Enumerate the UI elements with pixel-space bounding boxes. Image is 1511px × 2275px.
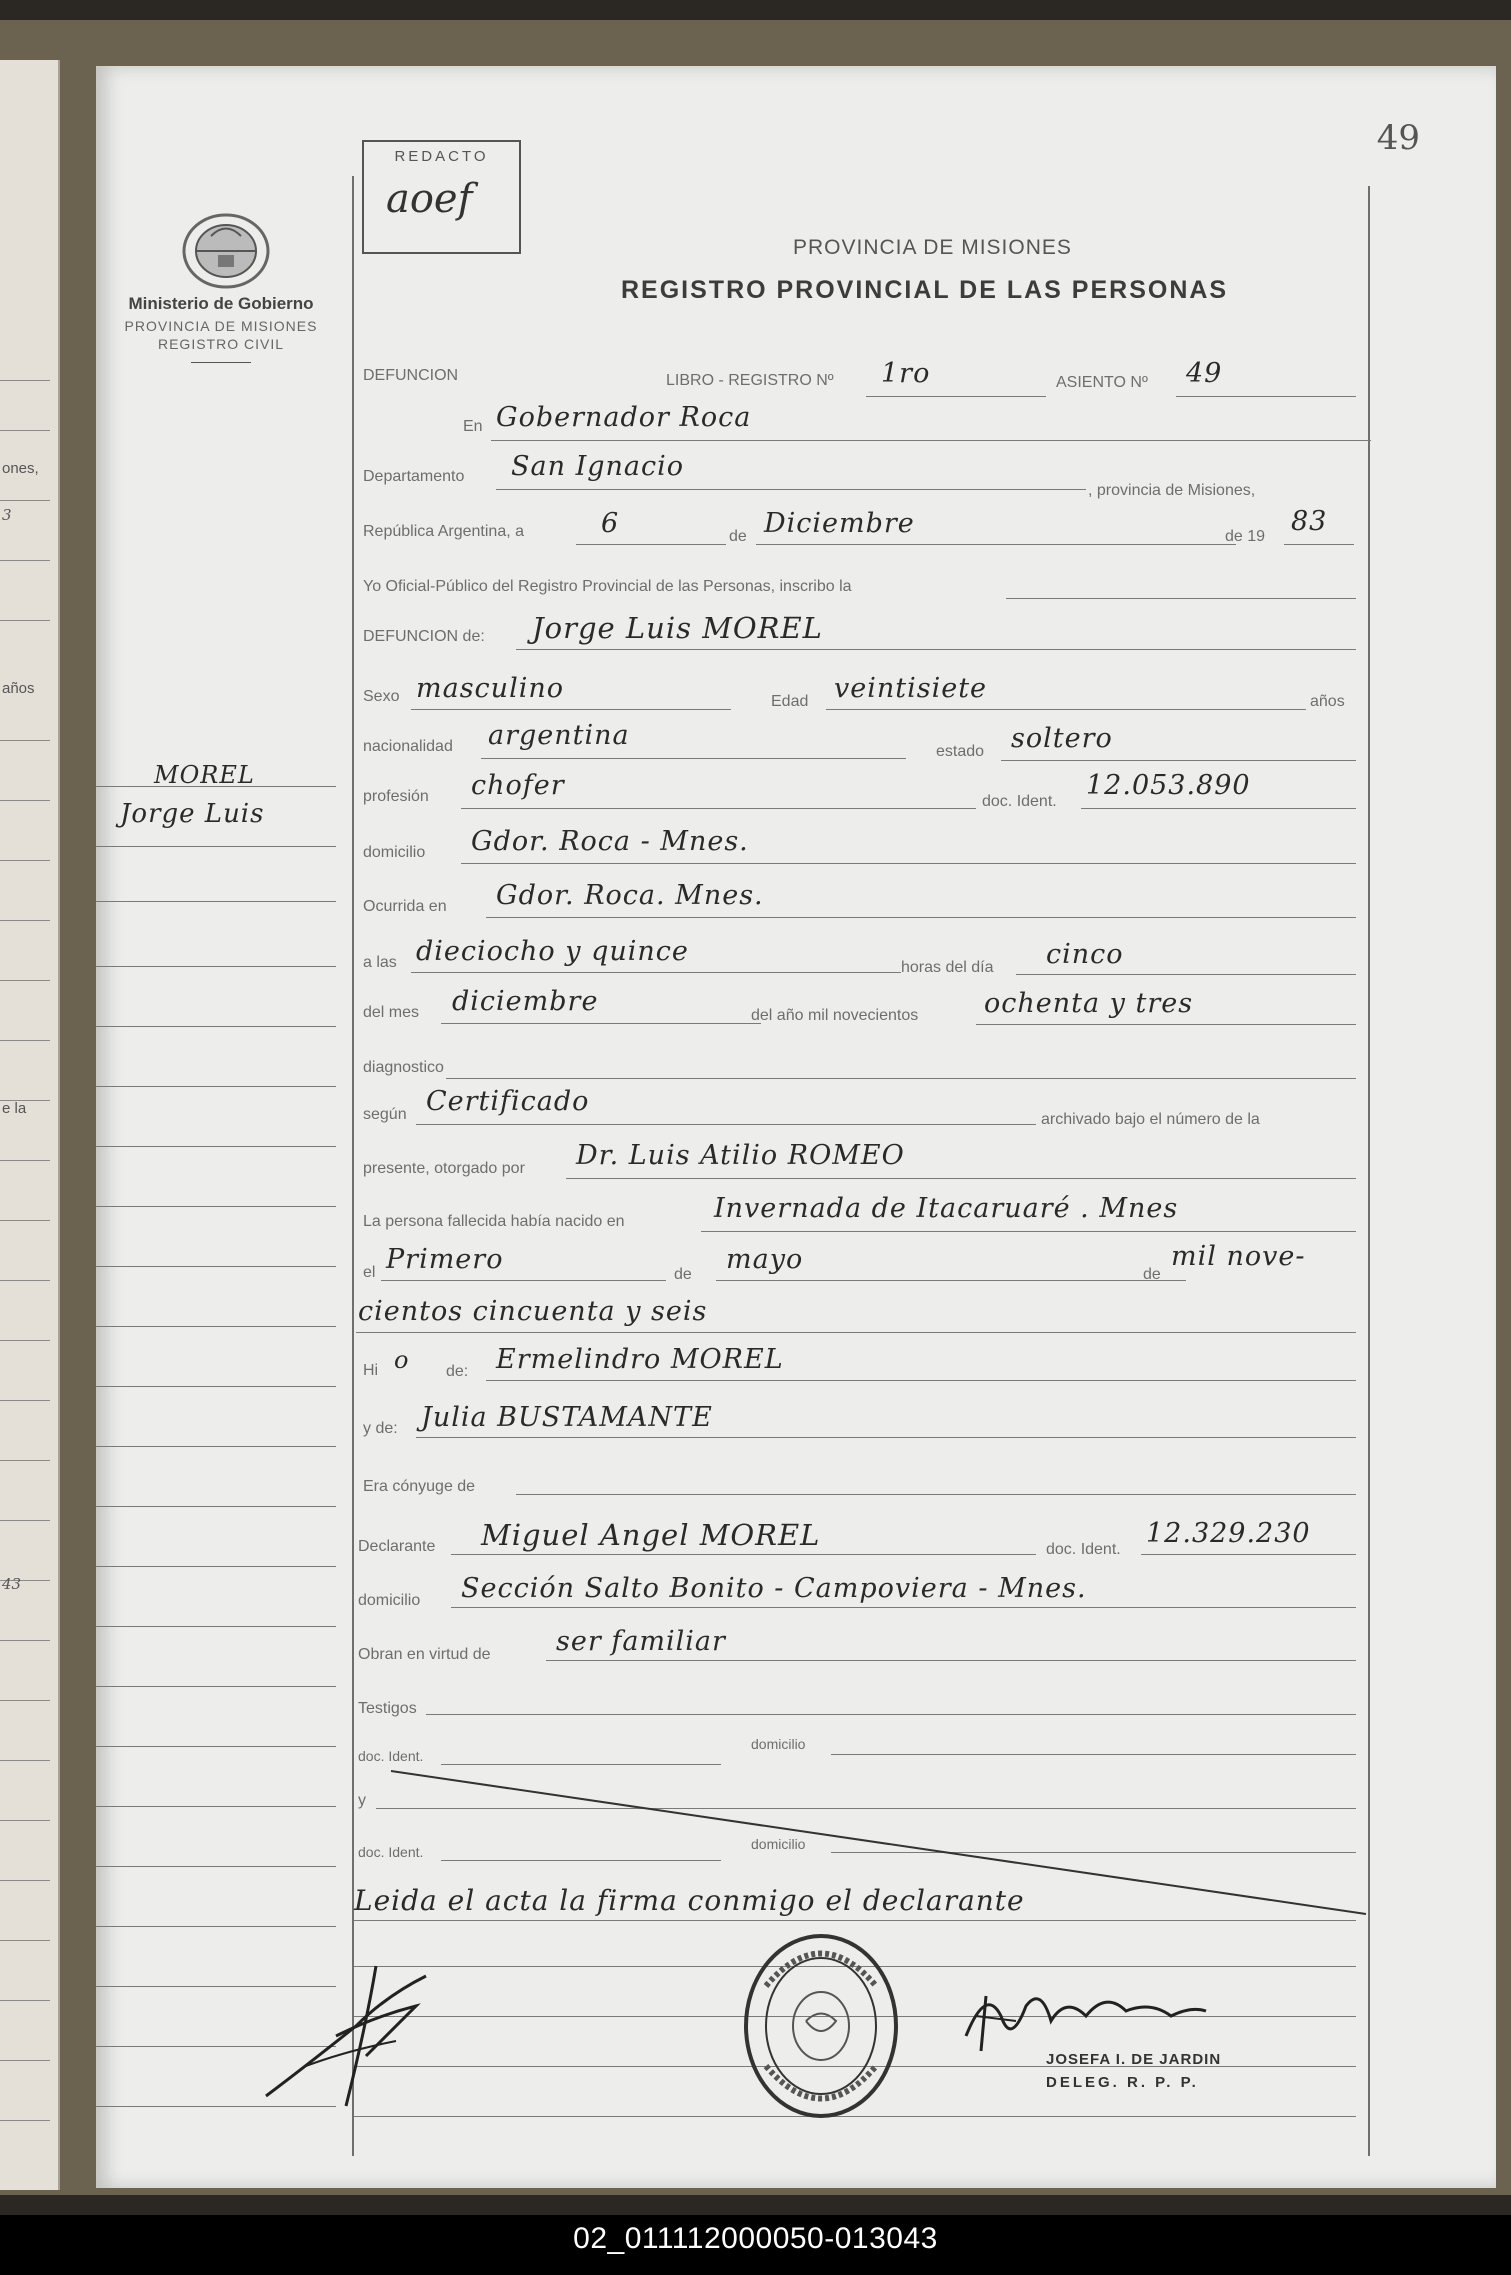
field-line (831, 1754, 1356, 1755)
margin-line (96, 1326, 336, 1327)
field-line (756, 544, 1236, 545)
value-nombre: Jorge Luis MOREL (532, 611, 823, 645)
left-page-fragment: 3 (2, 506, 12, 524)
value-nac-anio-2: cientos cincuenta y seis (358, 1296, 708, 1327)
field-line (1141, 1554, 1356, 1555)
label-de-mes: de (674, 1266, 692, 1283)
value-obran: ser familiar (556, 1626, 726, 1657)
value-declarante-doc: 12.329.230 (1146, 1518, 1311, 1549)
value-doc: 12.053.890 (1086, 770, 1251, 801)
margin-line (96, 1446, 336, 1447)
field-line (411, 972, 901, 973)
margin-line (96, 1926, 336, 1927)
value-dia: 6 (601, 508, 620, 539)
value-mes-palabra: diciembre (452, 986, 599, 1017)
field-line (441, 1023, 761, 1024)
label-anios: años (1310, 693, 1345, 710)
label-nacionalidad: nacionalidad (363, 738, 453, 755)
label-testigo-doc-1: doc. Ident. (358, 1748, 424, 1764)
value-ocurrida: Gdor. Roca. Mnes. (496, 880, 764, 911)
field-line (866, 396, 1046, 397)
margin-line (96, 1566, 336, 1567)
label-el: el (363, 1264, 376, 1281)
left-page-fragment: años (2, 680, 35, 697)
label-testigo-dom-2: domicilio (751, 1836, 806, 1852)
redacto-initials: aoef (386, 176, 473, 222)
label-segun: según (363, 1106, 407, 1123)
label-yo-oficial: Yo Oficial-Público del Registro Provincial de las Personas, inscribo la (363, 578, 852, 595)
value-asiento: 49 (1186, 358, 1223, 389)
margin-line (96, 1866, 336, 1867)
margin-line (96, 846, 336, 847)
field-line (546, 1660, 1356, 1661)
left-page-fragment: 43 (2, 1575, 22, 1593)
redacto-box (362, 140, 521, 254)
field-line (461, 808, 976, 809)
value-hora: dieciocho y quince (416, 936, 689, 967)
field-line (1006, 598, 1356, 599)
declarant-signature (246, 1946, 466, 2126)
ministry-province: PROVINCIA DE MISIONES (124, 318, 318, 334)
field-line (716, 1280, 1186, 1281)
margin-line (96, 1506, 336, 1507)
field-line (461, 863, 1356, 864)
ministry-name: Ministerio de Gobierno (128, 294, 314, 313)
value-nac-mes: mayo (726, 1244, 804, 1275)
label-departamento: Departamento (363, 468, 465, 485)
value-anio-palabra: ochenta y tres (984, 988, 1194, 1019)
value-estado: soltero (1011, 723, 1113, 754)
margin-line (96, 1746, 336, 1747)
label-presente: presente, otorgado por (363, 1160, 525, 1177)
header-province: PROVINCIA DE MISIONES (793, 236, 1072, 259)
label-declarante-domicilio: domicilio (358, 1592, 421, 1609)
field-line (1016, 974, 1356, 975)
value-anio: 83 (1291, 506, 1328, 537)
field-line (411, 709, 731, 710)
field-line (976, 1024, 1356, 1025)
label-asiento: ASIENTO Nº (1056, 374, 1148, 391)
margin-line (96, 966, 336, 967)
field-line (446, 1078, 1356, 1079)
label-doc-ident: doc. Ident. (982, 793, 1057, 810)
ministry-rule (191, 362, 251, 363)
ministry-block (96, 294, 346, 352)
official-seal-stamp (736, 1926, 906, 2126)
label-de-mil: de (1143, 1266, 1161, 1283)
label-horas-del-dia: horas del día (901, 959, 994, 976)
field-line (701, 1231, 1356, 1232)
label-persona-nacido: La persona fallecida había nacido en (363, 1213, 625, 1230)
left-page-fragment: e la (2, 1100, 27, 1117)
field-line (576, 544, 726, 545)
field-line (451, 1554, 1036, 1555)
field-line (416, 1437, 1356, 1438)
margin-line (96, 1146, 336, 1147)
field-line (1001, 760, 1356, 761)
label-testigo-dom-1: domicilio (751, 1736, 806, 1752)
value-nac-dia: Primero (386, 1244, 504, 1275)
value-en: Gobernador Roca (496, 402, 752, 433)
label-libro: LIBRO - REGISTRO Nº (666, 372, 834, 389)
field-line (826, 709, 1306, 710)
value-declarante: Miguel Angel MOREL (481, 1518, 821, 1552)
field-line (441, 1764, 721, 1765)
official-signature (956, 1976, 1216, 2056)
margin-line (96, 1026, 336, 1027)
value-declarante-domicilio: Sección Salto Bonito - Campoviera - Mnes. (461, 1573, 1087, 1604)
value-hijo-suffix: o (394, 1346, 410, 1374)
label-a-las: a las (363, 954, 397, 971)
label-en: En (463, 418, 483, 435)
left-page (0, 60, 60, 2190)
field-line (486, 1380, 1356, 1381)
label-provincia: , provincia de Misiones, (1088, 482, 1256, 499)
value-otorgado: Dr. Luis Atilio ROMEO (576, 1140, 905, 1171)
margin-line (96, 1086, 336, 1087)
field-line (486, 917, 1356, 918)
label-domicilio: domicilio (363, 844, 426, 861)
field-line (1284, 544, 1354, 545)
label-sexo: Sexo (363, 688, 400, 705)
margin-line (96, 901, 336, 902)
label-y-de: y de: (363, 1420, 398, 1437)
label-defuncion: DEFUNCION (363, 367, 459, 384)
field-line (426, 1714, 1356, 1715)
field-line (451, 1607, 1356, 1608)
margin-line (96, 1686, 336, 1687)
value-dia-palabra: cinco (1046, 939, 1124, 970)
field-line (1176, 396, 1356, 397)
label-del-anio: del año mil novecientos (751, 1007, 919, 1024)
value-madre: Julia BUSTAMANTE (421, 1402, 713, 1433)
label-estado: estado (936, 743, 985, 760)
margin-rule (352, 176, 354, 2156)
field-line (496, 489, 1086, 490)
official-stamp-role: DELEG. R. P. P. (1046, 2074, 1199, 2091)
margin-line (96, 1206, 336, 1207)
margin-line (96, 1266, 336, 1267)
field-line (381, 1280, 666, 1281)
value-segun: Certificado (426, 1086, 590, 1117)
label-republica: República Argentina, a (363, 523, 524, 540)
left-page-fragment: ones, (2, 460, 39, 477)
field-line (516, 1494, 1356, 1495)
footer-code: 02_011112000050-013043 (573, 2222, 938, 2255)
value-nacido-en: Invernada de Itacaruaré . Mnes (714, 1193, 1179, 1224)
closing-statement: Leida el acta la firma conmigo el declarante (354, 1884, 1025, 1917)
label-declarante: Declarante (358, 1538, 436, 1555)
label-declarante-doc: doc. Ident. (1046, 1541, 1121, 1558)
field-line (481, 758, 906, 759)
margin-surname: MOREL (154, 761, 255, 789)
register-page (96, 66, 1496, 2188)
label-archivado: archivado bajo el número de la (1041, 1111, 1260, 1128)
coat-of-arms-icon (176, 211, 276, 291)
official-stamp-name: JOSEFA I. DE JARDIN (1046, 2051, 1222, 2068)
label-ocurrida: Ocurrida en (363, 898, 447, 915)
margin-given-names: Jorge Luis (120, 799, 265, 829)
label-profesion: profesión (363, 788, 429, 805)
label-obran: Obran en virtud de (358, 1646, 491, 1663)
value-nacionalidad: argentina (488, 720, 630, 751)
label-edad: Edad (771, 693, 809, 710)
field-line (491, 440, 1371, 441)
label-hijo-de: de: (446, 1363, 469, 1380)
page-number: 49 (1376, 118, 1420, 158)
field-line (516, 649, 1356, 650)
value-padre: Ermelindro MOREL (496, 1344, 784, 1375)
label-de: de (729, 528, 747, 545)
value-departamento: San Ignacio (511, 451, 685, 482)
label-del-mes: del mes (363, 1004, 420, 1021)
ministry-registry: REGISTRO CIVIL (157, 336, 285, 352)
field-line (416, 1124, 1036, 1125)
label-testigo-doc-2: doc. Ident. (358, 1844, 424, 1860)
field-line (354, 1920, 1356, 1921)
label-testigos: Testigos (358, 1700, 417, 1717)
value-mes: Diciembre (764, 508, 915, 539)
value-edad: veintisiete (834, 673, 988, 704)
redacto-label: REDACTO (394, 148, 489, 165)
label-defuncion-de: DEFUNCION de: (363, 628, 485, 645)
header-title: REGISTRO PROVINCIAL DE LAS PERSONAS (621, 276, 1229, 304)
value-profesion: chofer (471, 770, 565, 801)
field-line (356, 1332, 1356, 1333)
label-de-19: de 19 (1225, 528, 1266, 545)
label-hijo: Hi (363, 1362, 379, 1379)
margin-line (96, 1386, 336, 1387)
margin-line (96, 1626, 336, 1627)
margin-line (96, 1806, 336, 1807)
value-libro: 1ro (881, 358, 931, 389)
label-y: y (358, 1792, 366, 1809)
field-line (566, 1178, 1356, 1179)
label-diagnostico: diagnostico (363, 1059, 444, 1076)
value-sexo: masculino (416, 673, 564, 704)
label-conyuge: Era cónyuge de (363, 1478, 476, 1495)
value-nac-anio-1: mil nove- (1171, 1241, 1306, 1272)
value-domicilio: Gdor. Roca - Mnes. (471, 826, 749, 857)
field-line (1081, 808, 1356, 809)
